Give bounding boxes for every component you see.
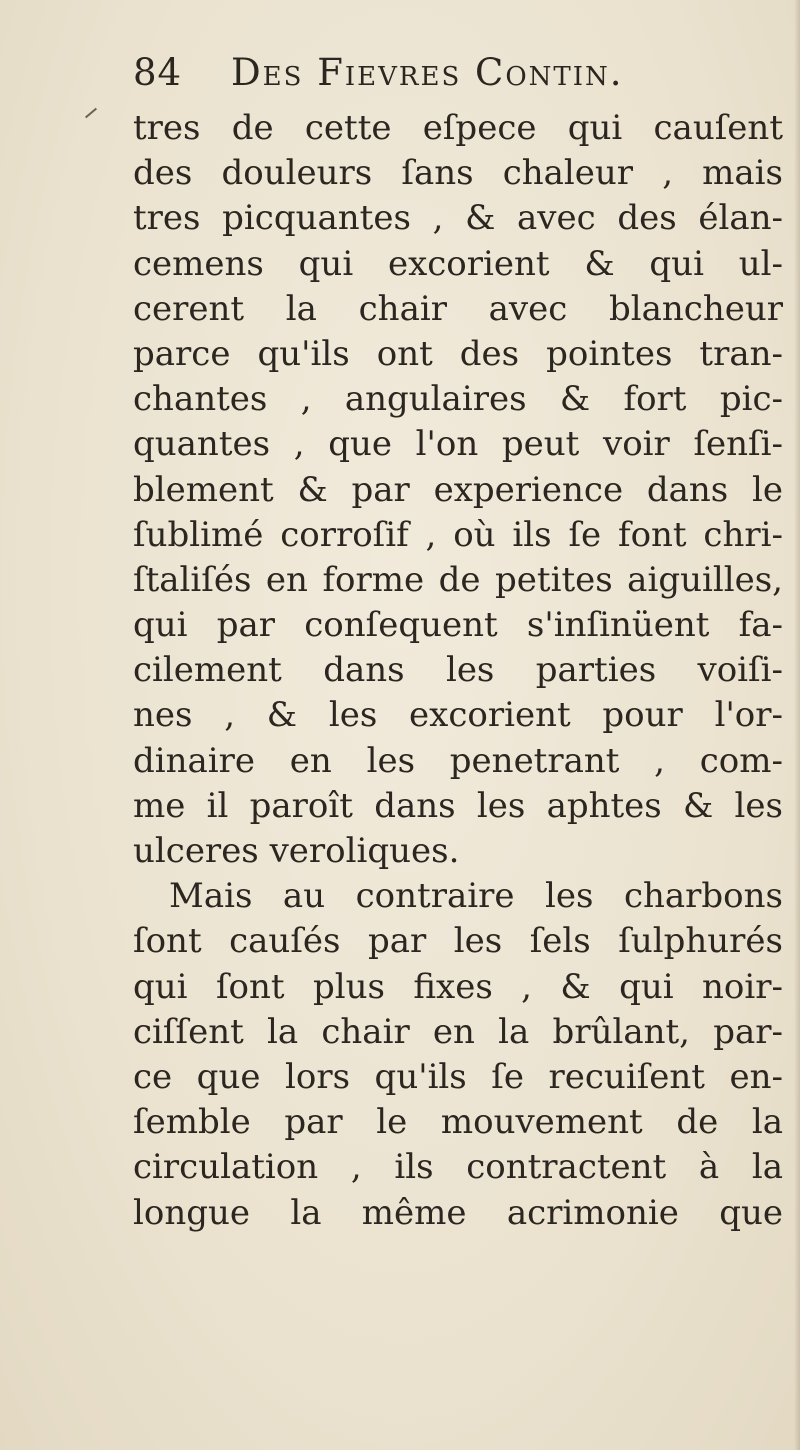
- text-line: des douleurs ſans chaleur , mais: [133, 153, 783, 194]
- text-line: tres picquantes , & avec des élan-: [133, 198, 783, 239]
- text-line: ſemble par le mouvement de la: [133, 1102, 783, 1143]
- text-line: qui ſont plus fixes , & qui noir-: [133, 966, 783, 1007]
- text-line: dinaire en les penetrant , com-: [133, 740, 783, 781]
- text-line: longue la même acrimonie que: [133, 1192, 783, 1233]
- text-line: ſtaliſés en forme de petites aiguilles,: [133, 559, 783, 600]
- running-header: [133, 48, 733, 98]
- text-line: tres de cette eſpece qui cauſent: [133, 108, 783, 148]
- text-line: nes , & les excorient pour l'or-: [133, 695, 783, 736]
- body-text: [133, 106, 783, 1281]
- paragraph-2: [133, 874, 783, 1281]
- text-line: cerent la chair avec blancheur: [133, 288, 783, 329]
- text-line: ulceres veroliques.: [133, 831, 460, 871]
- text-line: ce que lors qu'ils ſe recuiſent en-: [133, 1056, 783, 1097]
- text-line: blement & par experience dans le: [133, 469, 783, 510]
- text-line: Mais au contraire les charbons: [169, 876, 783, 917]
- text-line: parce qu'ils ont des pointes tran-: [133, 333, 783, 374]
- text-line: me il paroît dans les aphtes & les: [133, 785, 783, 826]
- running-title: Des Fievres Contin.: [231, 51, 624, 94]
- page-number: 84: [133, 51, 183, 94]
- margin-mark: [85, 108, 97, 119]
- page-edge-shadow: [794, 0, 800, 1450]
- text-line: ciſſent la chair en la brûlant, par-: [133, 1011, 783, 1052]
- text-line: chantes , angulaires & fort pic-: [133, 379, 783, 420]
- text-line: circulation , ils contractent à la: [133, 1147, 783, 1188]
- text-line: cemens qui excorient & qui ul-: [133, 243, 783, 284]
- text-line: ſont cauſés par les ſels ſulphurés: [133, 921, 783, 962]
- text-line: ſublimé corroſif , où ils ſe font chri-: [133, 514, 783, 555]
- text-line: cilement dans les parties voiſi-: [133, 650, 783, 691]
- text-line: qui par conſequent s'inſinüent fa-: [133, 605, 783, 646]
- text-line: [133, 1236, 783, 1281]
- text-line: quantes , que l'on peut voir ſenſi-: [133, 424, 783, 465]
- paragraph-1: [133, 106, 783, 874]
